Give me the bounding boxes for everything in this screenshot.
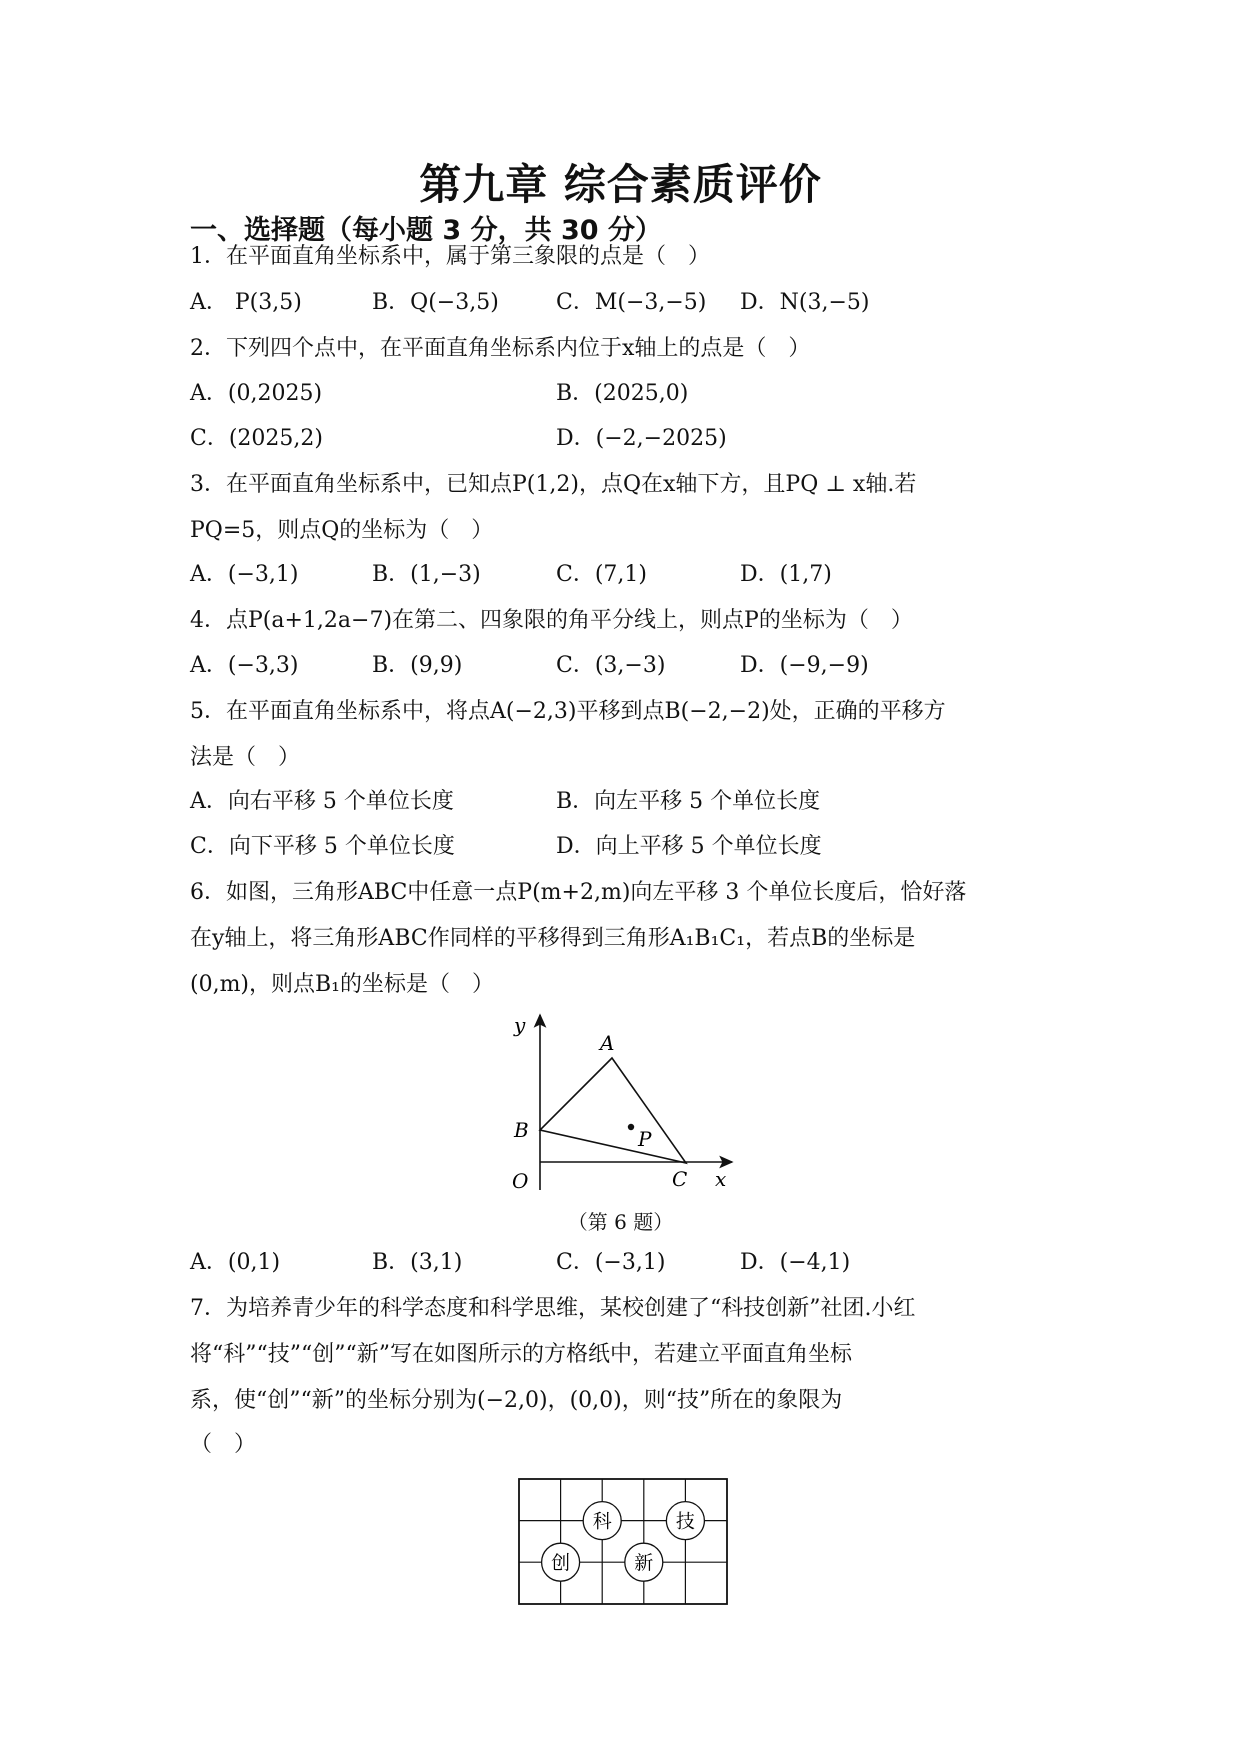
q1-option-c: C．M(−3,−5): [556, 290, 707, 315]
question-5-stem-line1: 5．在平面直角坐标系中，将点A(−2,3)平移到点B(−2,−2)处，正确的平移方: [190, 699, 946, 724]
q5-option-c: C．向下平移 5 个单位长度: [190, 834, 455, 859]
q3-option-c: C．(7,1): [556, 562, 647, 587]
q7-grid-figure: [518, 1478, 730, 1608]
char-xin: [625, 1543, 663, 1581]
figure-6-caption: （第 6 题）: [567, 1210, 674, 1234]
q6-option-a: A．(0,1): [190, 1250, 281, 1275]
q3-option-b: B．(1,−3): [372, 562, 481, 587]
point-p: [628, 1124, 634, 1130]
question-3-stem-line1: 3．在平面直角坐标系中，已知点P(1,2)，点Q在x轴下方，且PQ ⊥ x轴.若: [190, 472, 917, 497]
label-a: A: [600, 1031, 615, 1055]
question-7-stem-line3: 系，使“创”“新”的坐标分别为(−2,0)，(0,0)，则“技”所在的象限为: [190, 1388, 843, 1413]
label-x: x: [715, 1167, 727, 1191]
q4-option-d: D．(−9,−9): [740, 653, 869, 678]
q6-option-b: B．(3,1): [372, 1250, 463, 1275]
char-ji: [666, 1502, 704, 1540]
question-7-stem-line4: （ ）: [190, 1432, 257, 1457]
q4-option-b: B．(9,9): [372, 653, 463, 678]
question-6-stem-line2: 在y轴上，将三角形ABC作同样的平移得到三角形A₁B₁C₁，若点B的坐标是: [190, 926, 916, 951]
question-6-stem-line3: (0,m)，则点B₁的坐标是（ ）: [190, 972, 495, 997]
svg-text:科: 科: [592, 1510, 612, 1533]
svg-text:创: 创: [551, 1552, 571, 1574]
q3-option-a: A．(−3,1): [190, 562, 299, 587]
q2-option-a: A．(0,2025): [190, 381, 323, 406]
section-heading: 一、选择题（每小题 3 分，共 30 分）: [190, 215, 662, 246]
q2-option-c: C．(2025,2): [190, 426, 323, 451]
q2-option-b: B．(2025,0): [556, 381, 689, 406]
question-7-stem-line2: 将“科”“技”“创”“新”写在如图所示的方格纸中，若建立平面直角坐标: [190, 1342, 852, 1367]
q1-option-a: A． P(3,5): [190, 290, 302, 315]
label-o: O: [512, 1169, 529, 1193]
q5-option-a: A．向右平移 5 个单位长度: [190, 789, 454, 814]
q5-option-b: B．向左平移 5 个单位长度: [556, 789, 821, 814]
q3-option-d: D．(1,7): [740, 562, 832, 587]
q4-option-c: C．(3,−3): [556, 653, 666, 678]
label-p: P: [638, 1127, 652, 1151]
question-7-stem-line1: 7．为培养青少年的科学态度和科学思维，某校创建了“科技创新”社团.小红: [190, 1296, 916, 1321]
question-5-stem-line2: 法是（ ）: [190, 745, 301, 770]
q1-option-b: B．Q(−3,5): [372, 290, 499, 315]
question-4-stem: 4．点P(a+1,2a−7)在第二、四象限的角平分线上，则点P的坐标为（ ）: [190, 608, 913, 633]
label-y: y: [514, 1013, 526, 1037]
triangle-abc: [540, 1058, 686, 1163]
q4-option-a: A．(−3,3): [190, 653, 299, 678]
page-title: 第九章 综合素质评价: [419, 160, 822, 209]
char-chuang: [542, 1543, 580, 1581]
svg-text:技: 技: [675, 1510, 695, 1533]
char-ke: [583, 1502, 621, 1540]
svg-text:新: 新: [634, 1552, 654, 1574]
question-2-stem: 2．下列四个点中，在平面直角坐标系内位于x轴上的点是（ ）: [190, 336, 811, 361]
q1-option-d: D．N(3,−5): [740, 290, 870, 315]
q6-option-d: D．(−4,1): [740, 1250, 851, 1275]
q2-option-d: D．(−2,−2025): [556, 426, 727, 451]
q6-option-c: C．(−3,1): [556, 1250, 666, 1275]
question-1-stem: 1．在平面直角坐标系中，属于第三象限的点是（ ）: [190, 244, 710, 269]
label-b: B: [514, 1118, 529, 1142]
q6-triangle-figure: [500, 1010, 750, 1200]
question-3-stem-line2: PQ=5，则点Q的坐标为（ ）: [190, 518, 494, 543]
q5-option-d: D．向上平移 5 个单位长度: [556, 834, 822, 859]
question-6-stem-line1: 6．如图，三角形ABC中任意一点P(m+2,m)向左平移 3 个单位长度后，恰好落: [190, 880, 967, 905]
label-c: C: [672, 1167, 688, 1191]
